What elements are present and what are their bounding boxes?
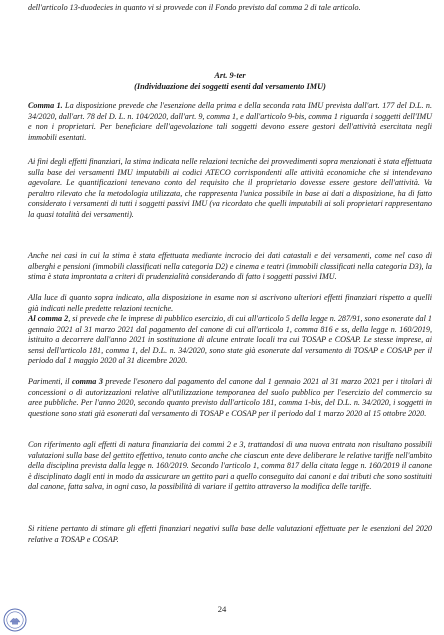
article-title: Art. 9-ter [214, 71, 246, 80]
paragraph-new-revenue: Con riferimento agli effetti di natura finanziaria dei commi 2 e 3, trattandosi di una nuova entrata non risultano possibili valutazioni sulla base del gettito effettivo, tenuto conto anche che ciascun ente deve deliberare le relative tariffe nell'ambito della disciplina prevista dalla legge n. 160/2019. Secondo l'articolo 1, comma 817 della citata legge n. 160/2019 il canone è disciplinato dagli enti in modo da assicurare un gettito pari a quello conseguito dai canoni e dai tributi che sono sostituiti dal canone, fatta salva, in ogni caso, la possibilità di variare il gettito attraverso la modifica delle tariffe. [28, 440, 432, 492]
paragraph-conclusion: Alla luce di quanto sopra indicato, alla disposizione in esame non si ascrivono ulteriori effetti finanziari rispetto a quelli già indicati nelle predette relazioni tecniche. [28, 293, 432, 313]
comma-3-paragraph [28, 377, 432, 419]
paragraph-cadastral-data: Anche nei casi in cui la stima è stata effettuata mediante incrocio dei dati catastali e dei versamenti, come nel caso di alberghi e pensioni (immobili classificati nella categoria D2) e cinema e teatri (immobili classificati nella categoria D3), la stima è stata improntata a criteri di prudenzialità considerando di fatto i soggetti passivi IMU. [28, 251, 432, 282]
comma-2-paragraph [28, 314, 432, 367]
top-paragraph: dell'articolo 13-duodecies in quanto vi si provvede con il Fondo previsto dal comma 2 di tale articolo. [28, 3, 361, 12]
comma-3-text: prevede l'esonero dal pagamento del canone dal 1 gennaio 2021 al 31 marzo 2021 per i titolari di concessioni o di autorizzazioni relative all'utilizzazione temporanea del suolo pubblico per l'esercizio del commercio su aree pubbliche. Per l'anno 2020, secondo quanto previsto dall'articolo 181, comma 1-bis, del D.L. n. 34/2020, i soggetti in questione sono stati già esonerati dal versamento di TOSAP e COSAP per il periodo dal 1 marzo 2020 al 15 ottobre 2020. [28, 377, 433, 418]
comma-1-label: Comma 1. [28, 101, 63, 110]
comma-1-paragraph [28, 101, 432, 143]
seal-icon [3, 608, 27, 632]
comma-2-text: , si prevede che le imprese di pubblico esercizio, di cui all'articolo 5 della legge n. 287/91, sono esonerate dal 1 gennaio 2021 al 31 marzo 2021 dal pagamento del canone di cui all'articolo 1, comma 816 e ss, della legge n. 160/2019, istituito a decorrere dall'anno 2021 in sostituzione di alcune entrate locali tra cui TOSAP e COSAP. Le stesse imprese, ai sensi dell'articolo 181, comma 1, del D.L. n. 34/2020, sono state già esonerate dal versamento di TOSAP e COSAP per il periodo dal 1 maggio 2020 al 31 dicembre 2020. [28, 314, 432, 366]
paragraph-estimate: Si ritiene pertanto di stimare gli effetti finanziari negativi sulla base delle valutazioni effettuate per le esenzioni del 2020 relative a TOSAP e COSAP. [28, 524, 432, 544]
comma-3-lead: Parimenti, il [28, 377, 72, 386]
comma-2-label: Al comma 2 [28, 314, 69, 323]
paragraph-financial-effects: Ai fini degli effetti finanziari, la stima indicata nelle relazioni tecniche dei provvedimenti sopra menzionati è stata effettuata sulla base dei versamenti IMU imputabili ai codici ATECO corrispondenti alle attività economiche che si intendevano agevolare. Le quantificazioni tenevano conto del requisito che il proprietario dovesse essere gestore dell'attività. Va peraltro rilevato che la metodologia utilizzata, che rappresenta l'unica possibile in base ai dati a disposizione, ha di fatto considerato i versamenti di tutti i soggetti passivi IMU (va ricordato che quelli imputabili ai soli proprietari rappresentano la quasi totalità dei versamenti). [28, 157, 432, 219]
comma-3-label: comma 3 [72, 377, 103, 386]
comma-1-text: La disposizione prevede che l'esenzione della prima e della seconda rata IMU prevista dall'art. 177 del D.L. n. 34/2020, dall'art. 78 del D. L. n. 104/2020, dall'art. 9, comma 1, e dall'articolo 9-bis, comma 1 riguarda i soggetti dell'IMU e non i proprietari. Per beneficiare dell'agevolazione tali soggetti devono essere gestori dell'attività esercitata negli immobili esentati. [28, 101, 433, 142]
article-subtitle: (Individuazione dei soggetti esenti dal versamento IMU) [134, 82, 326, 91]
page-number: 24 [217, 604, 227, 614]
